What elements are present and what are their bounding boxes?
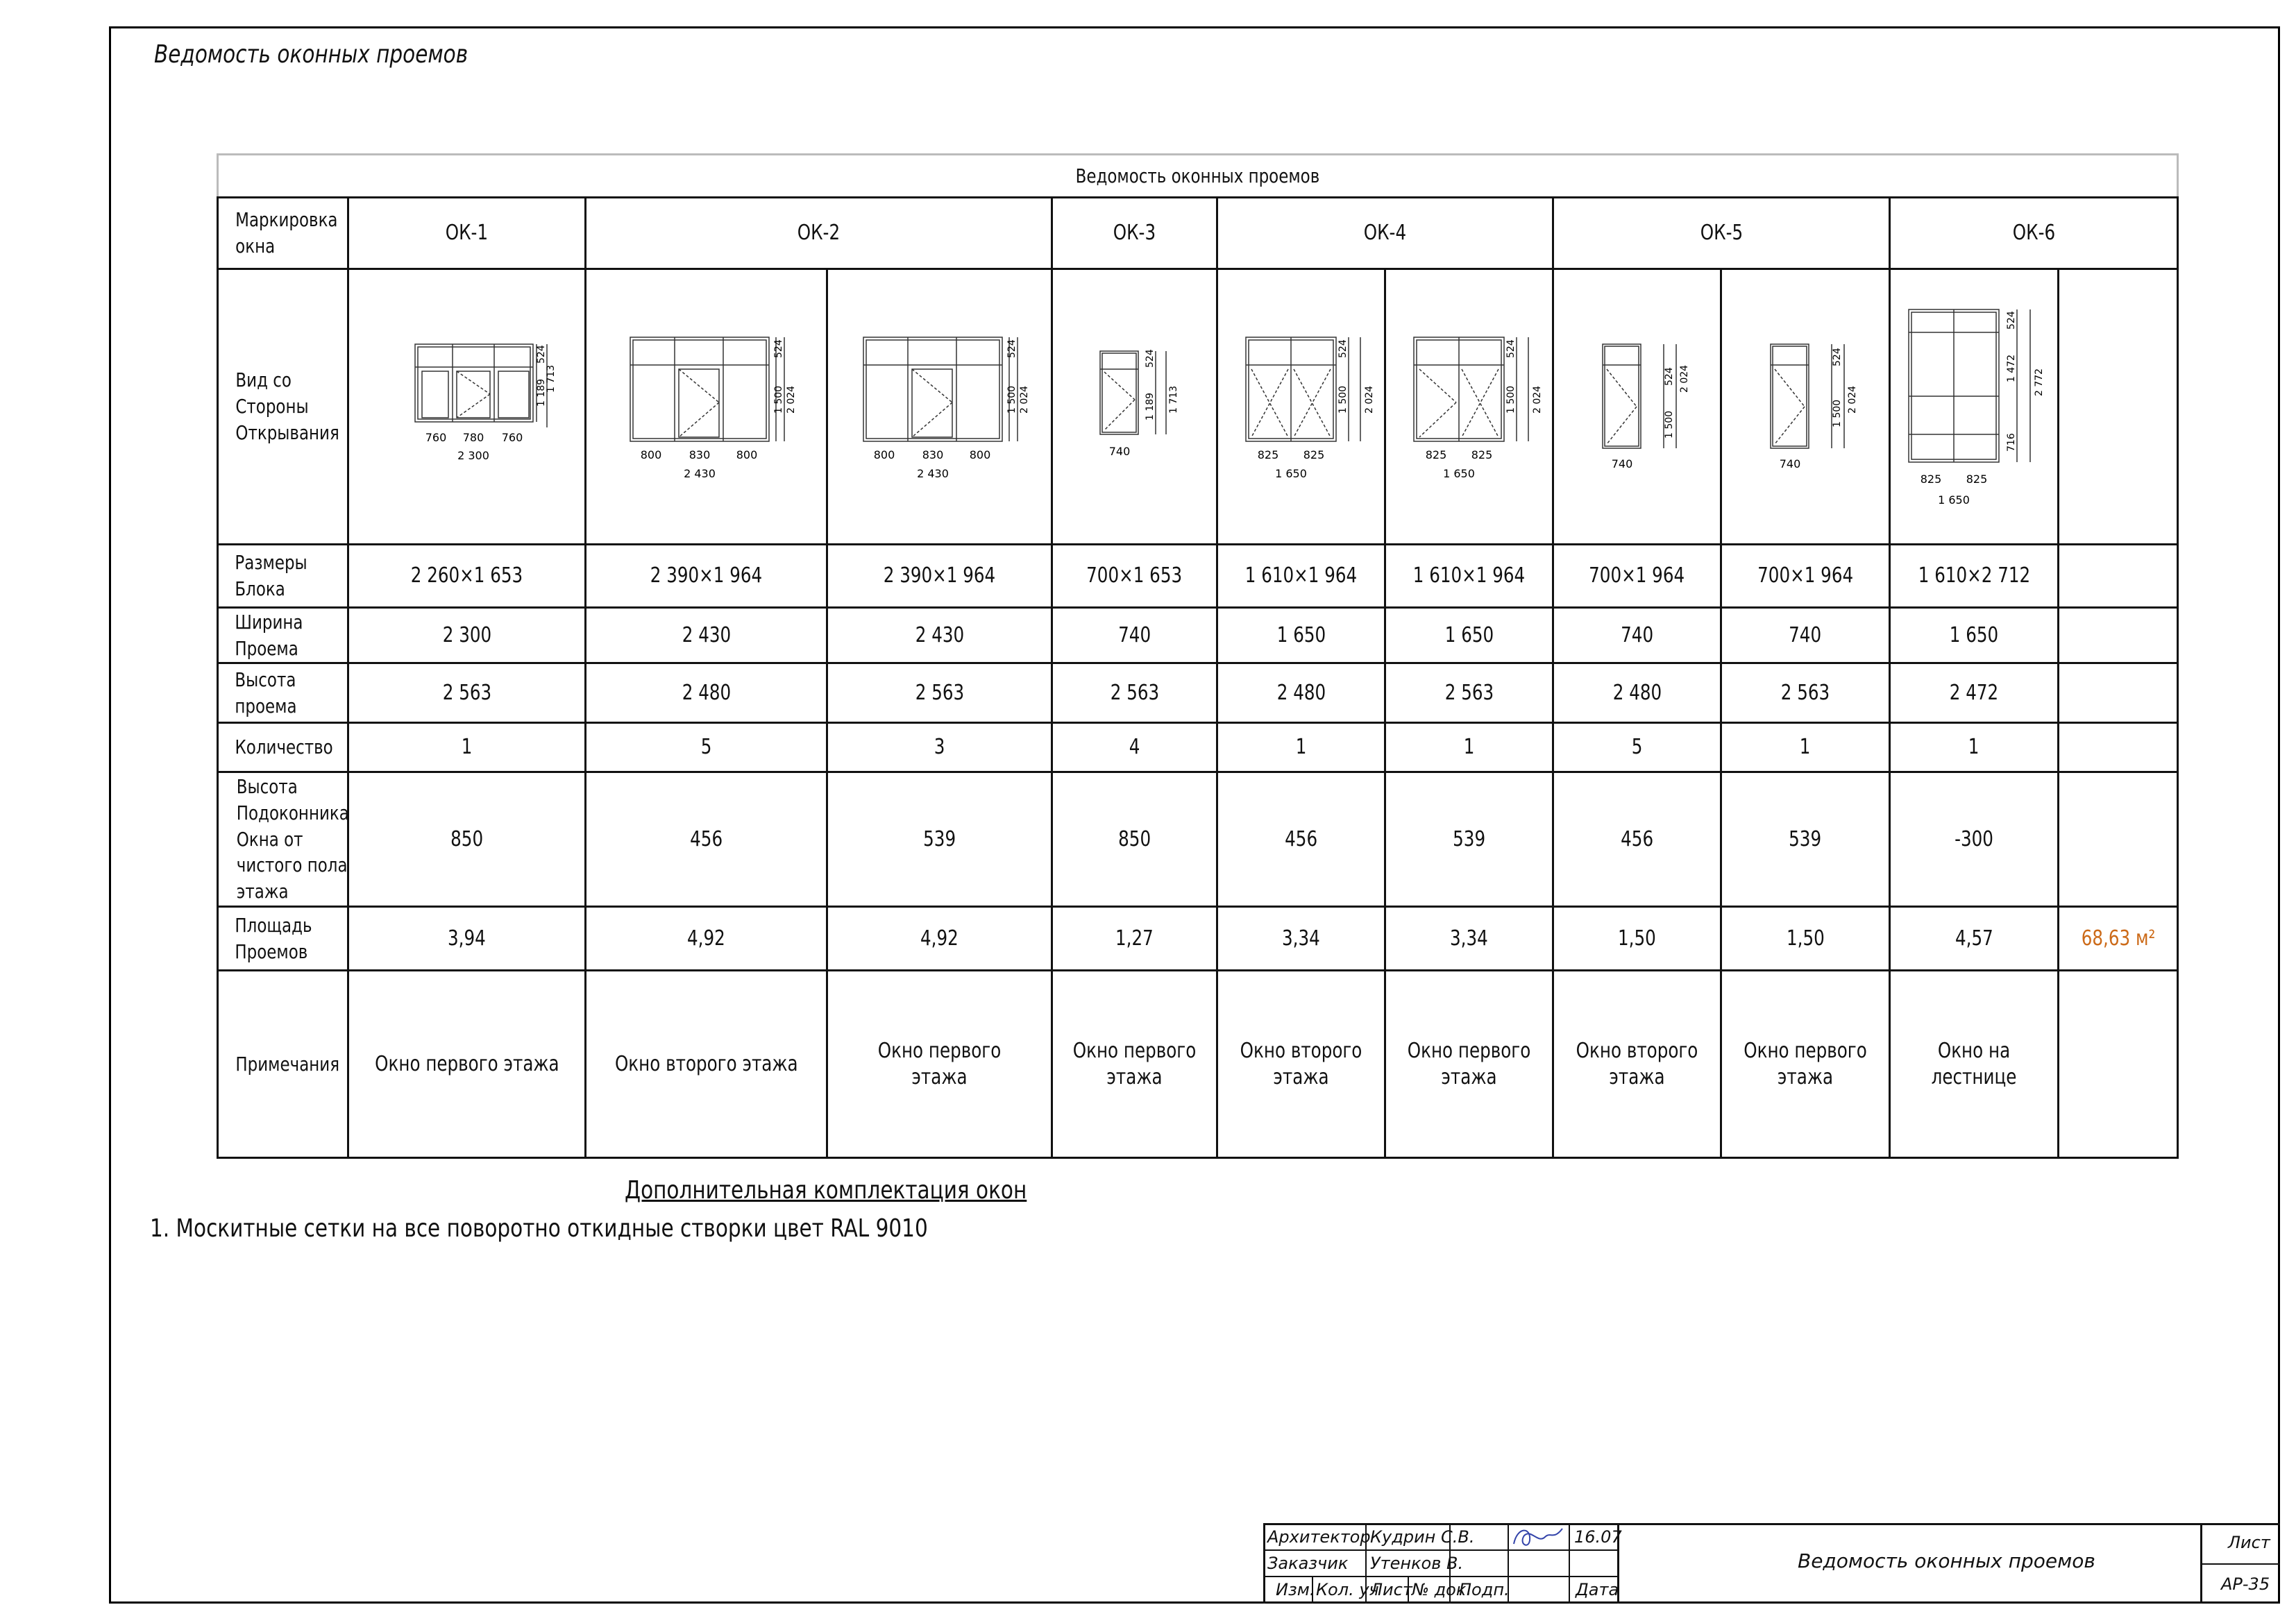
title-block (1263, 1523, 2280, 1604)
window-drawing-9 (1890, 269, 2059, 545)
dim-total: 2 300 (457, 449, 489, 462)
dim-v3: 1 713 (545, 364, 557, 393)
svg-text:1 472: 1 472 (2006, 354, 2017, 382)
note-cell: Окно первого этажа (1385, 971, 1553, 1158)
area-cell: 3,94 (348, 907, 586, 971)
svg-text:830: 830 (922, 448, 943, 461)
mark-ok3: ОК-3 (1052, 198, 1217, 269)
sill-height-cell: 539 (1385, 772, 1553, 907)
opening-height-cell: 2 480 (1553, 663, 1721, 723)
svg-text:2 430: 2 430 (683, 467, 716, 480)
row-label-block-size: Размеры Блока (218, 545, 348, 608)
opening-height-cell: 2 563 (348, 663, 586, 723)
window-drawing-2 (586, 269, 827, 545)
svg-text:524: 524 (1832, 348, 1843, 366)
opening-width-cell: 740 (1721, 608, 1890, 663)
table-title: Ведомость оконных проемов (218, 155, 2178, 198)
opening-width-cell: 1 650 (1890, 608, 2059, 663)
empty-cell (2059, 663, 2178, 723)
sheet-title: Ведомость оконных проемов (154, 40, 469, 69)
empty-cell (2059, 772, 2178, 907)
svg-text:740: 740 (1108, 445, 1130, 458)
quantity-cell: 5 (1553, 723, 1721, 772)
svg-text:1 650: 1 650 (1274, 467, 1307, 480)
row-label-sill-height: Высота Подоконника Окна от чистого пола этажа (218, 772, 348, 907)
sill-height-cell: 456 (1553, 772, 1721, 907)
svg-text:2 024: 2 024 (1678, 364, 1690, 393)
block-size-cell: 1 610×1 964 (1217, 545, 1385, 608)
window-drawing-6 (1385, 269, 1553, 545)
mark-ok6: ОК-6 (1890, 198, 2178, 269)
row-label-view: Вид со Стороны Открывания (218, 269, 348, 545)
svg-text:2 772: 2 772 (2034, 368, 2045, 396)
additional-equipment-title: Дополнительная комплектация окон (625, 1176, 1027, 1205)
svg-text:800: 800 (640, 448, 661, 461)
block-size-cell: 700×1 653 (1052, 545, 1217, 608)
svg-text:2 024: 2 024 (1363, 385, 1375, 414)
svg-text:1 650: 1 650 (1442, 467, 1475, 480)
opening-width-cell: 740 (1052, 608, 1217, 663)
svg-text:524: 524 (1337, 339, 1349, 358)
svg-text:524: 524 (1006, 339, 1018, 358)
block-size-cell: 1 610×2 712 (1890, 545, 2059, 608)
note-cell: Окно первого этажа (1052, 971, 1217, 1158)
mark-ok5: ОК-5 (1553, 198, 1890, 269)
block-size-cell: 2 260×1 653 (348, 545, 586, 608)
svg-text:524: 524 (1505, 339, 1517, 358)
svg-text:800: 800 (736, 448, 757, 461)
area-cell: 1,27 (1052, 907, 1217, 971)
sill-height-cell: -300 (1890, 772, 2059, 907)
mark-ok2: ОК-2 (586, 198, 1052, 269)
dim-v2: 1 189 (535, 378, 547, 407)
svg-text:1 713: 1 713 (1167, 385, 1179, 414)
quantity-cell: 1 (348, 723, 586, 772)
svg-text:825: 825 (1303, 448, 1324, 461)
stamp-sheet-number: АР-35 (2221, 1574, 2270, 1594)
row-label-mark: Маркировка окна (218, 198, 348, 269)
stamp-name-architect: Кудрин С.В. (1370, 1527, 1475, 1547)
sill-height-cell: 456 (586, 772, 827, 907)
block-size-cell: 700×1 964 (1721, 545, 1890, 608)
window-schedule-table (217, 153, 2179, 1159)
row-label-area: Площадь Проемов (218, 907, 348, 971)
stamp-header-doc: № док. (1412, 1580, 1471, 1599)
window-drawing-1 (348, 269, 586, 545)
sill-height-cell: 850 (348, 772, 586, 907)
svg-text:1 500: 1 500 (1337, 385, 1349, 414)
svg-text:1 500: 1 500 (1505, 385, 1517, 414)
opening-width-cell: 2 300 (348, 608, 586, 663)
opening-width-cell: 2 430 (586, 608, 827, 663)
note-cell: Окно второго этажа (1553, 971, 1721, 1158)
stamp-date: 16.07 (1574, 1527, 1622, 1547)
svg-text:1 650: 1 650 (1938, 493, 1970, 507)
row-label-notes: Примечания (218, 971, 348, 1158)
stamp-header-podp: Подп. (1459, 1580, 1510, 1599)
svg-text:800: 800 (873, 448, 895, 461)
svg-text:825: 825 (1966, 473, 1988, 486)
window-drawing-4 (1052, 269, 1217, 545)
svg-text:2 024: 2 024 (1018, 385, 1030, 414)
quantity-cell: 5 (586, 723, 827, 772)
stamp-header-izm: Изм. (1276, 1580, 1315, 1599)
dim-seg: 760 (501, 431, 523, 444)
sill-height-cell: 850 (1052, 772, 1217, 907)
block-size-cell: 2 390×1 964 (586, 545, 827, 608)
svg-text:830: 830 (689, 448, 710, 461)
opening-width-cell: 1 650 (1217, 608, 1385, 663)
stamp-header-list: Лист (1370, 1580, 1412, 1599)
empty-cell (2059, 723, 2178, 772)
sill-height-cell: 456 (1217, 772, 1385, 907)
dim-v1: 524 (535, 345, 547, 364)
quantity-cell: 1 (1721, 723, 1890, 772)
svg-text:800: 800 (969, 448, 990, 461)
svg-text:740: 740 (1779, 457, 1801, 470)
quantity-cell: 3 (827, 723, 1052, 772)
quantity-cell: 4 (1052, 723, 1217, 772)
area-cell: 3,34 (1217, 907, 1385, 971)
quantity-cell: 1 (1385, 723, 1553, 772)
block-size-cell: 2 390×1 964 (827, 545, 1052, 608)
area-cell: 3,34 (1385, 907, 1553, 971)
note-cell: Окно первого этажа (827, 971, 1052, 1158)
quantity-cell: 1 (1217, 723, 1385, 772)
stamp-header-kol: Кол. уч (1316, 1580, 1379, 1599)
note-cell: Окно первого этажа (348, 971, 586, 1158)
svg-text:524: 524 (1663, 367, 1675, 386)
opening-width-cell: 2 430 (827, 608, 1052, 663)
dim-seg: 760 (425, 431, 446, 444)
svg-text:1 189: 1 189 (1144, 392, 1156, 420)
sill-height-cell: 539 (827, 772, 1052, 907)
sill-height-cell: 539 (1721, 772, 1890, 907)
block-size-cell: 1 610×1 964 (1385, 545, 1553, 608)
empty-cell (2059, 269, 2178, 545)
stamp-title: Ведомость оконных проемов (1798, 1549, 2095, 1572)
stamp-role-architect: Архитектор (1267, 1527, 1371, 1547)
svg-text:825: 825 (1257, 448, 1278, 461)
svg-text:524: 524 (2006, 311, 2017, 330)
svg-text:1 500: 1 500 (1832, 399, 1843, 427)
svg-text:1 500: 1 500 (773, 385, 784, 414)
svg-text:1 500: 1 500 (1663, 410, 1675, 439)
opening-height-cell: 2 563 (1721, 663, 1890, 723)
signature-image (1510, 1523, 1566, 1555)
row-label-opening-height: Высота проема (218, 663, 348, 723)
svg-text:2 024: 2 024 (1847, 385, 1858, 414)
area-cell: 1,50 (1553, 907, 1721, 971)
stamp-sheet-label: Лист (2228, 1533, 2270, 1552)
window-drawing-8 (1721, 269, 1890, 545)
empty-cell (2059, 545, 2178, 608)
opening-width-cell: 740 (1553, 608, 1721, 663)
svg-text:825: 825 (1425, 448, 1446, 461)
quantity-cell: 1 (1890, 723, 2059, 772)
stamp-header-date: Дата (1576, 1580, 1619, 1599)
total-area-cell: 68,63 м² (2059, 907, 2178, 971)
window-drawing-5 (1217, 269, 1385, 545)
svg-text:524: 524 (773, 339, 784, 358)
svg-text:2 430: 2 430 (916, 467, 949, 480)
svg-text:740: 740 (1611, 457, 1632, 470)
window-drawing-3 (827, 269, 1052, 545)
mark-ok1: ОК-1 (348, 198, 586, 269)
opening-height-cell: 2 472 (1890, 663, 2059, 723)
opening-height-cell: 2 480 (1217, 663, 1385, 723)
row-label-opening-width: Ширина Проема (218, 608, 348, 663)
svg-text:1 500: 1 500 (1006, 385, 1018, 414)
dim-seg: 780 (462, 431, 484, 444)
block-size-cell: 700×1 964 (1553, 545, 1721, 608)
empty-cell (2059, 971, 2178, 1158)
opening-height-cell: 2 563 (1052, 663, 1217, 723)
area-cell: 1,50 (1721, 907, 1890, 971)
stamp-name-customer: Утенков В. (1370, 1554, 1464, 1573)
row-label-quantity: Количество (218, 723, 348, 772)
note-cell: Окно на лестнице (1890, 971, 2059, 1158)
opening-height-cell: 2 563 (827, 663, 1052, 723)
opening-height-cell: 2 563 (1385, 663, 1553, 723)
svg-text:2 024: 2 024 (1531, 385, 1543, 414)
opening-width-cell: 1 650 (1385, 608, 1553, 663)
additional-equipment-item: 1. Москитные сетки на все поворотно откидные створки цвет RAL 9010 (150, 1214, 928, 1243)
area-cell: 4,92 (586, 907, 827, 971)
svg-text:524: 524 (1144, 349, 1156, 368)
note-cell: Окно второго этажа (1217, 971, 1385, 1158)
stamp-role-customer: Заказчик (1267, 1554, 1349, 1573)
note-cell: Окно второго этажа (586, 971, 827, 1158)
window-drawing-7 (1553, 269, 1721, 545)
note-cell: Окно первого этажа (1721, 971, 1890, 1158)
area-cell: 4,92 (827, 907, 1052, 971)
opening-height-cell: 2 480 (586, 663, 827, 723)
area-cell: 4,57 (1890, 907, 2059, 971)
svg-text:825: 825 (1471, 448, 1492, 461)
svg-text:716: 716 (2006, 433, 2017, 452)
empty-cell (2059, 608, 2178, 663)
svg-text:825: 825 (1920, 473, 1942, 486)
svg-text:2 024: 2 024 (785, 385, 797, 414)
mark-ok4: ОК-4 (1217, 198, 1553, 269)
